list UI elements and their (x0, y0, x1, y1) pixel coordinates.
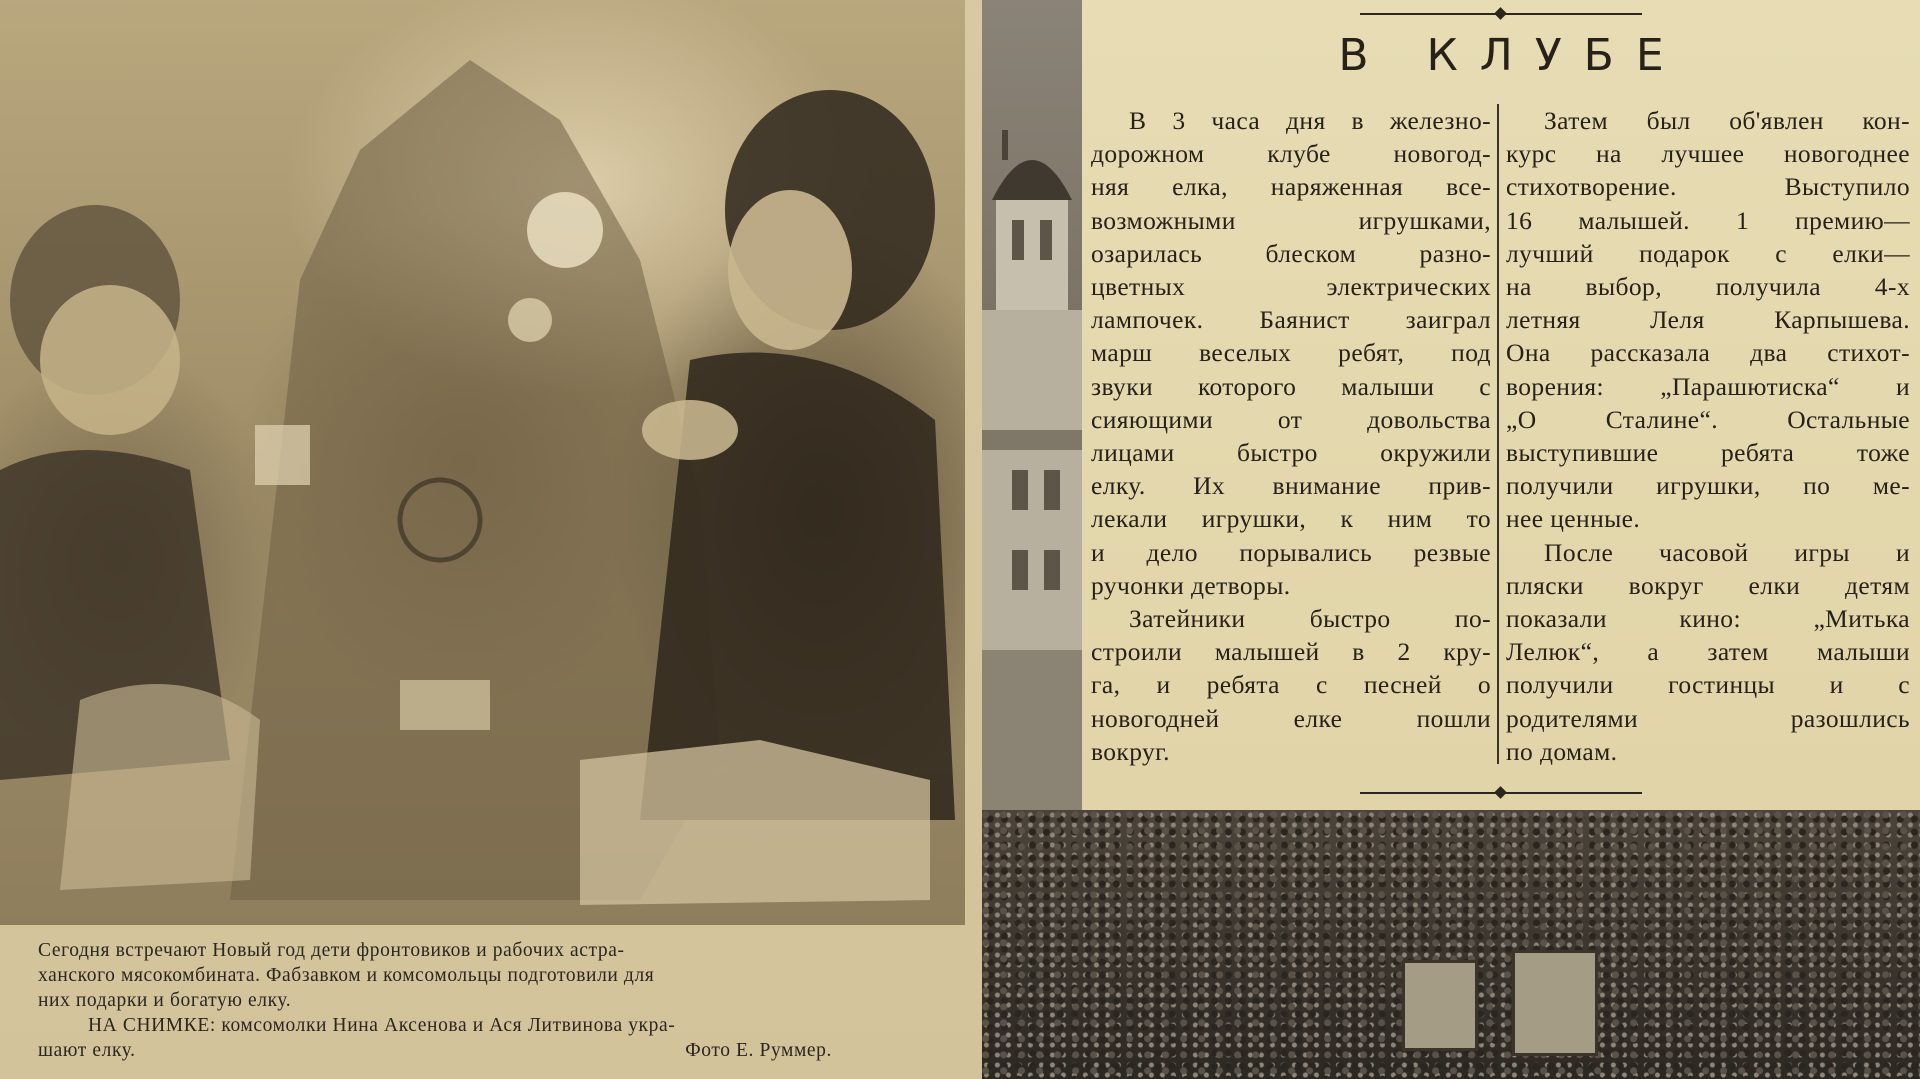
text-line: После часовой игры и (1544, 537, 1910, 567)
text-line: пляски вокруг елки детям (1506, 570, 1910, 600)
text-line: дорожном клубе новогод- (1091, 139, 1491, 169)
text-line: вокруг. (1091, 736, 1170, 766)
text-line: няя елка, наряженная все- (1091, 172, 1491, 202)
text-line: Затейники быстро по- (1129, 604, 1491, 634)
text-line: лекали игрушки, к ним то (1091, 504, 1491, 534)
text-line: Лелюк“, а затем малыши (1506, 637, 1910, 667)
text-line: показали кино: „Митька (1506, 604, 1910, 634)
text-line: га, и ребята с песней о (1091, 670, 1491, 700)
caption-last-line (38, 1038, 918, 1063)
text-line: „О Сталине“. Остальные (1506, 404, 1910, 434)
banner-portrait (1402, 960, 1478, 1051)
text-line: строили малышей в 2 кру- (1091, 637, 1491, 667)
bottom-ornament (1494, 786, 1507, 799)
text-line: елку. Их внимание прив- (1091, 471, 1491, 501)
article-column-right (1506, 104, 1910, 768)
text-line: Она рассказала два стихот- (1506, 338, 1910, 368)
text-line: на выбор, получила 4-х (1506, 272, 1910, 302)
text-line: звуки которого малыши с (1091, 371, 1491, 401)
caption-line: ханского мясокомбината. Фабзавком и комсомольцы подготовили для (38, 965, 655, 986)
text-line: Затем был об'явлен кон- (1544, 106, 1910, 135)
article-clipping (1082, 0, 1920, 810)
caption-line: Сегодня встречают Новый год дети фронтовиков и рабочих астра- (38, 940, 625, 961)
building-image (982, 130, 1082, 810)
text-line: курс на лучшее новогоднее (1506, 139, 1910, 169)
caption-line: них подарки и богатую елку. (38, 990, 292, 1011)
text-line: лампочек. Баянист заиграл (1091, 305, 1491, 335)
text-line: родителями разошлись (1506, 703, 1910, 733)
text-line: лицами быстро окружили (1091, 438, 1491, 468)
text-line: 16 малышей. 1 премию— (1506, 205, 1910, 235)
text-line: выступившие ребята тоже (1506, 438, 1910, 468)
text-line: и дело порывались резвые (1091, 537, 1491, 567)
text-line: новогодней елке пошли (1091, 703, 1491, 733)
banner-portrait (1512, 950, 1598, 1056)
text-line: лучший подарок с елки— (1506, 238, 1910, 268)
text-line: нее ценные. (1506, 504, 1641, 534)
article-column-left (1091, 104, 1491, 768)
photo-caption (38, 938, 918, 1063)
text-line: по домам. (1506, 736, 1618, 766)
crowd-photo (982, 810, 1920, 1079)
text-line: возможными игрушками, (1091, 205, 1491, 235)
photo-illustration (0, 0, 965, 925)
text-line: ворения: „Парашютиска“ и (1506, 371, 1910, 401)
column-divider (1497, 104, 1499, 764)
text-line: ручонки детворы. (1091, 570, 1291, 600)
text-line: озарилась блеском разно- (1091, 238, 1491, 268)
top-ornament (1494, 7, 1507, 20)
text-line: получили гостинцы и с (1506, 670, 1910, 700)
caption-line: шают елку. (38, 1040, 136, 1061)
article-title: В КЛУБЕ (1338, 30, 1686, 81)
text-line: летняя Леля Карпышева. (1506, 305, 1910, 335)
text-line: сияющими от довольства (1091, 404, 1491, 434)
photo-credit: Фото Е. Руммер. (685, 1040, 832, 1061)
newspaper-photo (0, 0, 965, 925)
text-line: стихотворение. Выступило (1506, 172, 1910, 202)
text-line: марш веселых ребят, под (1091, 338, 1491, 368)
text-line: цветных электрических (1091, 272, 1491, 302)
caption-line: НА СНИМКЕ: комсомолки Нина Аксенова и Ася Литвинова укра- (88, 1015, 676, 1036)
text-line: В 3 часа дня в железно- (1129, 106, 1491, 135)
text-line: получили игрушки, по ме- (1506, 471, 1910, 501)
